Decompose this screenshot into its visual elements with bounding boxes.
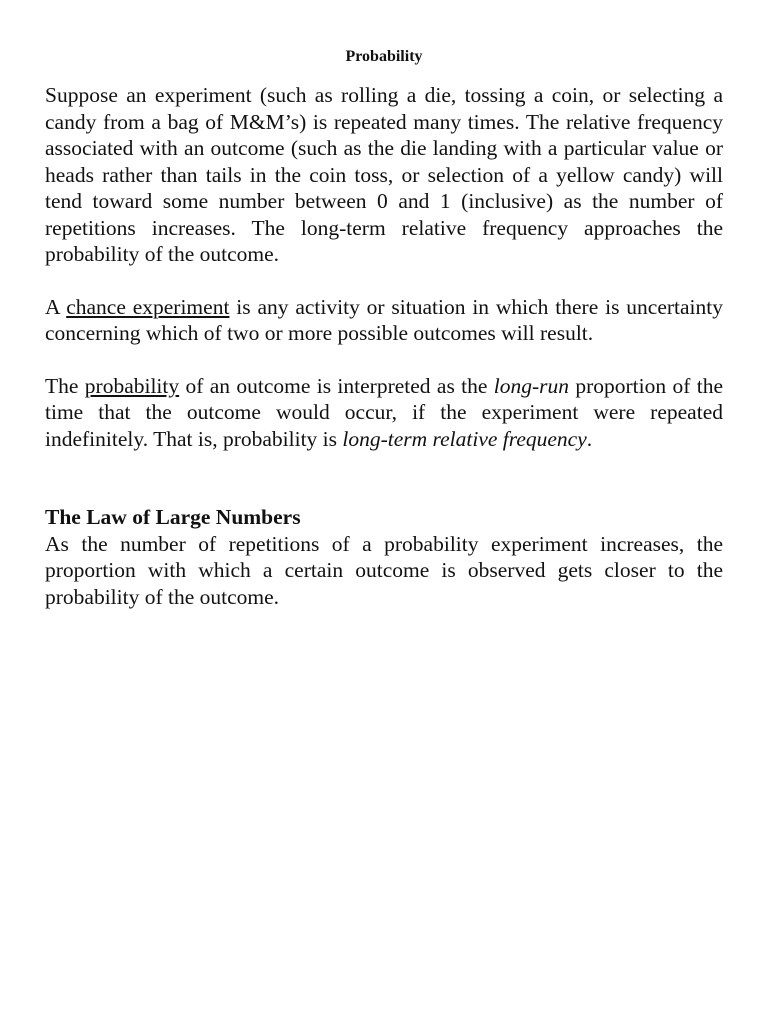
emphasis-long-term-relative-frequency: long-term relative frequency	[342, 426, 587, 451]
paragraph-relative-frequency: Suppose an experiment (such as rolling a die, tossing a coin, or selecting a candy from a bag of M&M’s) is repeated many times. The relative frequency associated with an outcome (such as the die landing with a particular value or heads rather than tails in the coin toss, or selection of a yellow candy) will tend toward some number between 0 and 1 (inclusive) as the number of repetitions increases. The long-term relative frequency approaches the probability of the outcome.	[45, 83, 723, 266]
emphasis-long-run: long-run	[493, 373, 570, 398]
paragraph-prefix: The	[45, 373, 85, 398]
document-page	[45, 46, 723, 610]
paragraph-end: .	[586, 426, 593, 451]
paragraph-text: of an outcome is interpreted as the	[179, 373, 494, 398]
paragraph-law-of-large-numbers: As the number of repetitions of a probability experiment increases, the proportion with which a certain outcome is observed gets closer to the probability of the outcome.	[45, 531, 723, 609]
term-probability: probability	[84, 373, 180, 398]
paragraph-prefix: A	[45, 294, 67, 319]
paragraph-probability-definition	[45, 373, 723, 453]
document-title: Probability	[345, 48, 423, 65]
paragraph-text: proportion of the time that the outcome would occur, if the experiment were repeated indefinitely. That is, probability is	[45, 373, 723, 451]
term-chance-experiment: chance experiment	[66, 294, 230, 319]
section-heading-law-of-large-numbers: The Law of Large Numbers	[45, 505, 301, 529]
paragraph-chance-experiment	[45, 294, 723, 347]
paragraph-suffix: is any activity or situation in which there is uncertainty concerning which of two or more possible outcomes will result.	[45, 294, 723, 345]
